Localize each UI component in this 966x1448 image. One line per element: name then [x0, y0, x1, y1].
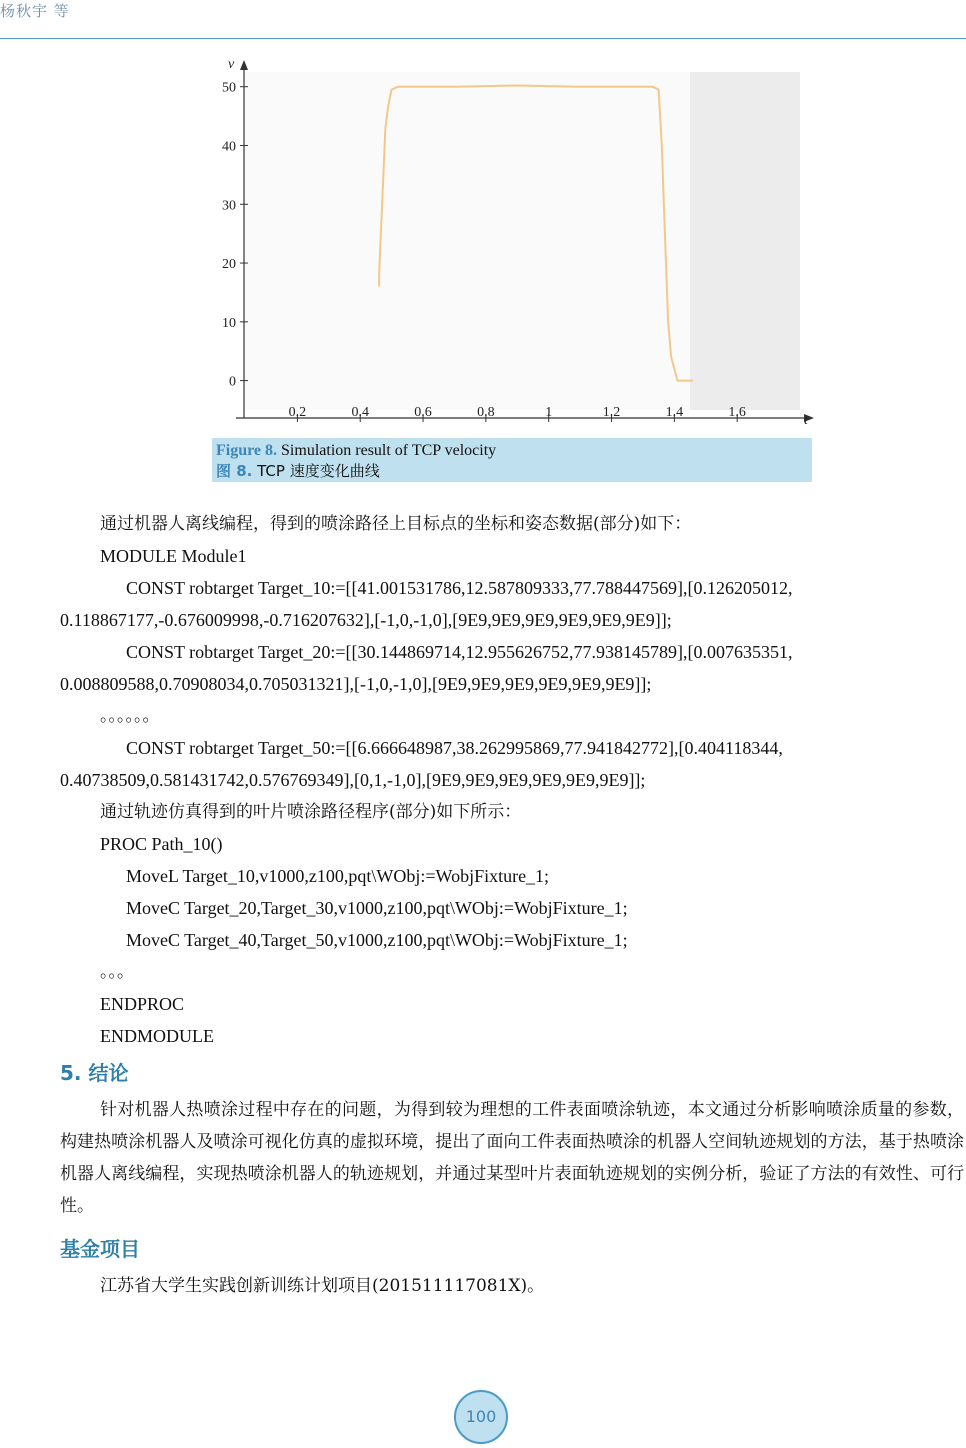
- y-axis-label: v: [228, 57, 235, 72]
- move-line-1: MoveL Target_10,v1000,z100,pqt\WObj:=WobjFixture_1;: [126, 866, 550, 886]
- caption-zh-number: 图 8.: [216, 462, 253, 480]
- funding-heading: 基金项目: [60, 1237, 140, 1261]
- page-number: 100: [454, 1390, 508, 1444]
- x-tick-label: 1.4: [665, 405, 684, 420]
- x-tick-label: 0.2: [288, 405, 307, 420]
- header-rule: [0, 38, 966, 39]
- y-tick-label: 10: [222, 315, 236, 331]
- target-50-line-1: CONST robtarget Target_50:=[[6.666648987,38.262995869,77.941842772],[0.404118344,: [126, 738, 783, 758]
- caption-zh-text: TCP 速度变化曲线: [252, 462, 380, 480]
- y-tick-label: 50: [222, 80, 236, 96]
- x-tick-label: 1.6: [728, 405, 746, 420]
- x-tick-label: 0.4: [351, 405, 369, 420]
- shaded-region: [690, 72, 800, 410]
- ellipsis-long: 。。。。。。: [100, 706, 160, 726]
- module-start: MODULE Module1: [100, 546, 247, 566]
- move-line-3: MoveC Target_40,Target_50,v1000,z100,pqt\WObj:=WobjFixture_1;: [126, 930, 628, 950]
- caption-zh: [216, 461, 808, 482]
- path-intro: 通过轨迹仿真得到的叶片喷涂路径程序(部分)如下所示：: [100, 802, 522, 822]
- target-50-line-2: 0.40738509,0.581431742,0.576769349],[0,1,-1,0],[9E9,9E9,9E9,9E9,9E9,9E9]];: [60, 770, 646, 790]
- proc-end: ENDPROC: [100, 994, 185, 1014]
- running-head: 杨秋宇 等: [0, 2, 70, 20]
- conclusion-heading: 5. 结论: [60, 1061, 129, 1085]
- velocity-chart: [200, 52, 820, 432]
- target-10-line-2: 0.118867177,-0.676009998,-0.716207632],[-1,0,-1,0],[9E9,9E9,9E9,9E9,9E9,9E9]];: [60, 610, 672, 630]
- target-20-line-1: CONST robtarget Target_20:=[[30.144869714,12.955626752,77.938145789],[0.007635351,: [126, 642, 793, 662]
- x-tick-label: 0.8: [477, 405, 495, 420]
- x-tick-label: 1.2: [602, 405, 621, 420]
- y-tick-label: 30: [222, 198, 236, 214]
- x-tick-label: 0.6: [414, 405, 432, 420]
- y-axis-arrow: [240, 60, 248, 70]
- x-tick-label: 1: [545, 405, 553, 420]
- caption-en: [216, 440, 808, 461]
- target-20-line-2: 0.008809588,0.70908034,0.705031321],[-1,0,-1,0],[9E9,9E9,9E9,9E9,9E9,9E9]];: [60, 674, 652, 694]
- proc-start: PROC Path_10(): [100, 834, 223, 854]
- intro-paragraph: 通过机器人离线编程，得到的喷涂路径上目标点的坐标和姿态数据(部分)如下：: [100, 514, 692, 534]
- figure-caption: [212, 438, 812, 482]
- ellipsis-short: 。。。: [100, 962, 134, 982]
- x-axis-label: t: [804, 413, 808, 428]
- y-tick-label: 40: [222, 139, 236, 155]
- target-10-line-1: CONST robtarget Target_10:=[[41.001531786,12.587809333,77.788447569],[0.126205012,: [126, 578, 793, 598]
- caption-en-number: Figure 8.: [216, 442, 278, 459]
- module-end: ENDMODULE: [100, 1026, 214, 1046]
- conclusion-paragraph: 针对机器人热喷涂过程中存在的问题，为得到较为理想的工件表面喷涂轨迹，本文通过分析影响喷涂质量的参数，构建热喷涂机器人及喷涂可视化仿真的虚拟环境，提出了面向工件表面热喷涂的机器人空间轨迹规划的方法，基于热喷涂机器人离线编程，实现热喷涂机器人的轨迹规划，并通过某型叶片表面轨迹规划的实例分析，验证了方法的有效性、可行性。: [60, 1100, 964, 1216]
- y-tick-label: 0: [229, 374, 236, 390]
- caption-en-text: Simulation result of TCP velocity: [277, 442, 497, 459]
- body-text: [60, 508, 966, 1302]
- y-tick-label: 20: [222, 257, 236, 273]
- funding-paragraph: 江苏省大学生实践创新训练计划项目(201511117081X)。: [100, 1276, 545, 1296]
- move-line-2: MoveC Target_20,Target_30,v1000,z100,pqt\WObj:=WobjFixture_1;: [126, 898, 628, 918]
